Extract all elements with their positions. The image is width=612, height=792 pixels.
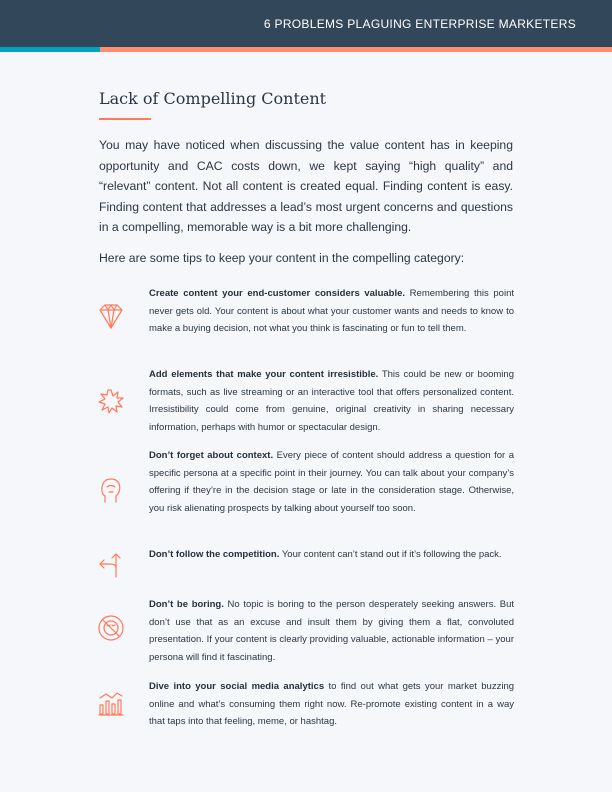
tip-body: Every piece of content should address a question for a specific persona at a specific point in their journey. You can talk about your company’s offering if they’re in the decision stage or late in the consideration stage. Otherwise, you risk alienating prospects by talking about yourself too soon. <box>149 450 514 514</box>
split-arrows-icon <box>96 549 126 579</box>
tip-item <box>149 447 514 517</box>
tip-heading: Don’t follow the competition. <box>149 549 280 560</box>
tip-body: Remembering this point never gets old. Your content is about what your customer wants and needs to know to make a buying decision, not what you think is fascinating or fun to tell them. <box>149 288 515 334</box>
person-head-icon <box>96 475 126 505</box>
tip-body: No topic is boring to the person desperately seeking answers. But don’t use that as an excuse and insult them by giving them a flat, convoluted presentation. If your content is clearly providing valuable, actionable information – your persona will find it fascinating. <box>149 599 515 663</box>
tip-item <box>149 546 514 564</box>
title-underline <box>99 118 151 120</box>
header-accent-teal <box>0 47 100 52</box>
tip-item <box>149 596 514 666</box>
tip-body: to find out what gets your market buzzing online and what’s consuming them right now. Re-promote existing content in a way that taps into that feeling, meme, or hashtag. <box>149 681 515 727</box>
no-sleep-icon <box>96 613 126 643</box>
tip-body: Your content can’t stand out if it’s following the pack. <box>279 549 502 560</box>
tips-lead: Here are some tips to keep your content in the compelling category: <box>99 251 465 265</box>
diamond-icon <box>96 301 126 331</box>
tip-heading: Don’t be boring. <box>149 599 224 610</box>
tip-heading: Dive into your social media analytics <box>149 681 325 692</box>
tip-item <box>149 366 514 436</box>
tip-heading: Create content your end-customer considers valuable. <box>149 288 406 299</box>
tip-item <box>149 678 514 731</box>
page-title: Lack of Compelling Content <box>99 89 327 108</box>
header-accent-orange <box>100 47 612 52</box>
analytics-chart-icon <box>96 688 126 718</box>
page-header <box>0 0 612 47</box>
tip-body: This could be new or booming formats, such as live streaming or an interactive tool that offers personalized content. Irresistibility could come from genuine, original creativity in sharing necessary information, perhaps with humor or spectacular design. <box>149 369 514 433</box>
header-title: 6 PROBLEMS PLAGUING ENTERPRISE MARKETERS <box>263 17 576 31</box>
tip-heading: Add elements that make your content irresistible. <box>149 369 379 380</box>
tip-item <box>149 285 514 338</box>
tip-heading: Don’t forget about context. <box>149 450 274 461</box>
burst-icon <box>96 386 126 416</box>
intro-paragraph: You may have noticed when discussing the value content has in keeping opportunity and CAC costs down, we kept saying “high quality” and “relevant” content. Not all content is created equal. Finding content is easy. Finding content that addresses a lead’s most urgent concerns and questions in a compelling, memorable way is a bit more challenging. <box>99 138 513 234</box>
